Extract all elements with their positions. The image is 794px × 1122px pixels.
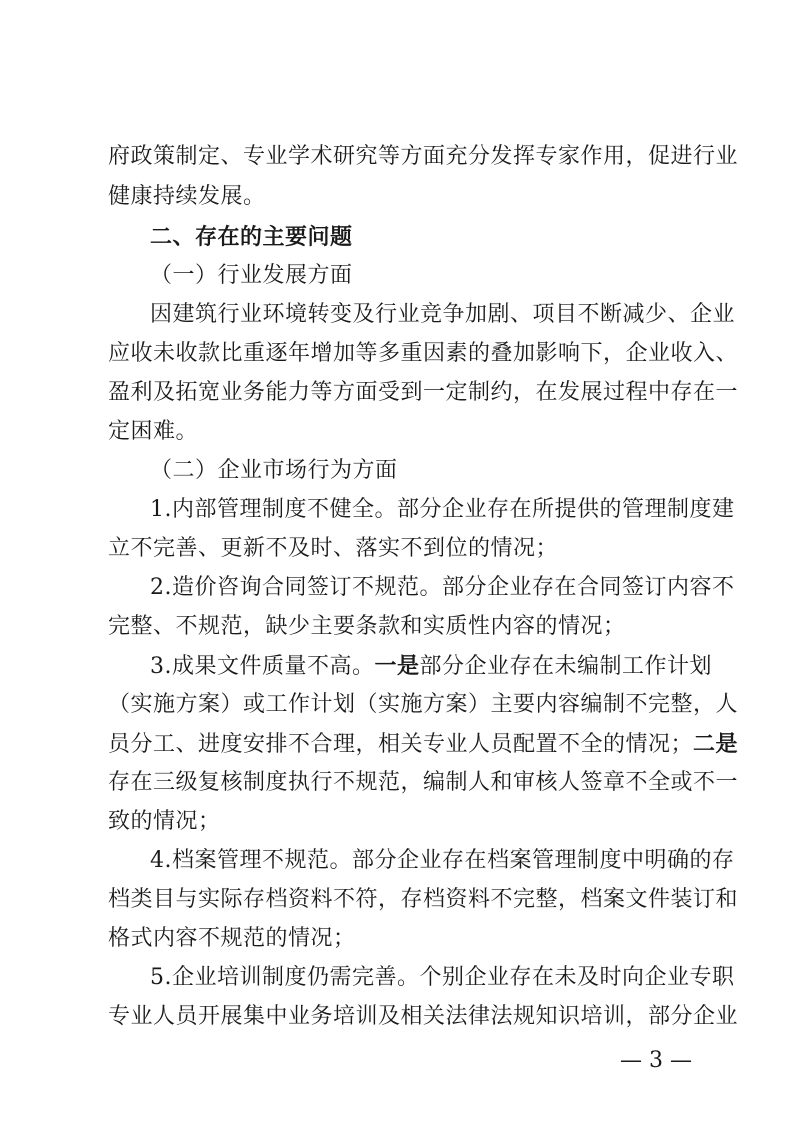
item-title: 3.成果文件质量不高。 [150,654,375,679]
paragraph-line: 完整、不规范，缺少主要条款和实质性内容的情况； [108,614,626,639]
item-text: 员分工、进度安排不合理，相关专业人员配置不全的情况； [108,732,694,757]
paragraph-line: 健康持续发展。 [108,184,266,209]
paragraph-line: 2.造价咨询合同签订不规范。部分企业存在合同签订内容不 [150,575,735,600]
paragraph-line: 盈利及拓宽业务能力等方面受到一定制约，在发展过程中存在一 [108,380,739,405]
paragraph-line: 因建筑行业环境转变及行业竞争加剧、项目不断减少、企业 [150,302,736,327]
paragraph-line: 5.企业培训制度仍需完善。个别企业存在未及时向企业专职 [150,965,735,990]
paragraph-line [108,729,739,760]
paragraph-line: 应收未收款比重逐年增加等多重因素的叠加影响下，企业收入、 [108,341,739,366]
paragraph-line: 4.档案管理不规范。部分企业存在档案管理制度中明确的存 [150,848,735,873]
section-heading: 二、存在的主要问题 [150,224,353,250]
paragraph-line: 格式内容不规范的情况； [108,926,356,951]
paragraph-line: 存在三级复核制度执行不规范，编制人和审核人签章不全或不一 [108,770,739,795]
item-text: 部分企业存在未编制工作计划 [419,654,713,679]
page-number: — 3 — [620,1048,692,1073]
emphasis-first: 一是 [374,653,420,679]
paragraph-line: 档类目与实际存档资料不符，存档资料不完整，档案文件装订和 [108,887,739,912]
paragraph-line: （实施方案）或工作计划（实施方案）主要内容编制不完整，人 [108,692,739,717]
paragraph-line: 1.内部管理制度不健全。部分企业存在所提供的管理制度建 [150,497,735,522]
emphasis-second: 二是 [693,731,739,757]
paragraph-line: 致的情况； [108,809,221,834]
paragraph-line [150,651,713,682]
paragraph-line: 府政策制定、专业学术研究等方面充分发挥专家作用，促进行业 [108,144,739,169]
paragraph-line: 立不完善、更新不及时、落实不到位的情况； [108,536,559,561]
subsection-heading: （一）行业发展方面 [150,263,353,288]
subsection-heading: （二）企业市场行为方面 [150,458,398,483]
paragraph-line: 专业人员开展集中业务培训及相关法律法规知识培训，部分企业 [108,1004,739,1029]
paragraph-line: 定困难。 [108,419,199,444]
